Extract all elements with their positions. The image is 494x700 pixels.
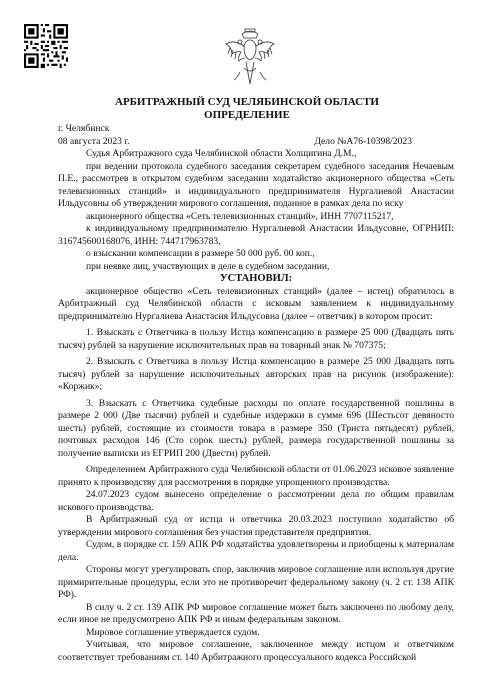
paragraph-protocol: при ведении протокола судебного заседания секретарем судебного заседания Нечаевым П.Е., рассмотрев в открытом судебном заседании ходатайство акционерного общества «Сеть телевизионных станций» и индивидуального предпринимателя Нургалиевой Анастасии Ильдусовны об утверждении мирового соглашения, поданное в рамках дела по иску	[58, 160, 454, 209]
city: г. Челябинск	[58, 123, 110, 134]
qr-code-icon	[24, 24, 68, 68]
court-name: АРБИТРАЖНЫЙ СУД ЧЕЛЯБИНСКОЙ ОБЛАСТИ	[115, 96, 379, 108]
paragraph-general-rules: 24.07.2023 судом вынесено определение о рассмотрении дела по общим правилам искового производства.	[58, 489, 454, 513]
paragraph-defendant: к индивидуальному предпринимателю Нургалиевой Анастасии Ильдусовне, ОГРНИП: 316745600168076, ИНН: 744717963783,	[58, 223, 454, 247]
coat-of-arms-icon	[224, 28, 276, 88]
date-case-row	[58, 136, 454, 149]
paragraph-satisfied: Судом, в порядке ст. 159 АПК РФ ходатайства удовлетворены и приобщены к материалам дела.	[58, 539, 454, 563]
document-body	[58, 123, 454, 664]
court-header	[0, 96, 494, 122]
document-type: ОПРЕДЕЛЕНИЕ	[204, 109, 290, 121]
paragraph-considering: Учитывая, что мировое соглашение, заключенное между истцом и ответчиком соответствует требованиям ст. 140 Арбитражного процессуального кодекса Российской	[58, 639, 454, 663]
paragraph-acceptance: Определением Арбитражного суда Челябинской области от 01.06.2023 исковое заявление принято к производству для рассмотрения в порядке упрощенного производства.	[58, 464, 454, 488]
paragraph-article-139: В силу ч. 2 ст. 139 АПК РФ мировое соглашение может быть заключено по любому делу, если иное не предусмотрено АПК РФ и иным федеральным законом.	[58, 601, 454, 625]
paragraph-settlement-right: Стороны могут урегулировать спор, заключив мировое соглашение или используя другие примирительные процедуры, если это не противоречит федеральному закону (ч. 2 ст. 138 АПК РФ).	[58, 564, 454, 600]
claim-item-1: 1. Взыскать с Ответчика в пользу Истца компенсацию в размере 25 000 (Двадцать пять тысяч) рублей за нарушение исключительных прав на товарный знак № 707375;	[58, 327, 454, 351]
paragraph-plaintiff: акционерного общества «Сеть телевизионных станций», ИНН 7707115217,	[86, 210, 394, 222]
paragraph-claim: о взыскании компенсации в размере 50 000 руб. 00 коп.,	[86, 248, 315, 259]
established-heading: УСТАНОВИЛ:	[219, 273, 293, 284]
paragraph-claim-summary: акционерное общество «Сеть телевизионных станций» (далее – истец) обратилось в Арбитражный суд Челябинской области с исковым заявлением к индивидуальному предпринимателю Нургалиева Анастасия Ильдусовна (далее – ответчик) в котором просит:	[58, 285, 454, 322]
claim-item-2: 2. Взыскать с Ответчика в пользу Истца компенсацию в размере 25 000 Двадцать пять тысяч) рублей за нарушение исключительных авторских прав на рисунок (изображение): «Коржик»;	[58, 356, 454, 392]
document-date: 08 августа 2023 г.	[58, 135, 130, 147]
case-number: Дело №А76-10398/2023	[314, 135, 412, 147]
paragraph-approval: Мировое соглашение утверждается судом.	[86, 626, 260, 638]
paragraph-motion: В Арбитражный суд от истца и ответчика 20.03.2023 поступило ходатайство об утверждении мирового соглашения без участия представителя предприятия.	[58, 514, 454, 538]
paragraph-absence: при неявке лиц, участвующих в деле в судебном заседании,	[86, 260, 330, 272]
paragraph-judge: Судья Арбитражного суда Челябинской области Холщигина Д.М.,	[86, 148, 357, 159]
claim-item-3: 3. Взыскать с Ответчика судебные расходы по оплате государственной пошлины в размере 2 000 (Две тысячи) рублей и судебные издержки в сумме 696 (Шестьсот девяносто шесть) рублей, состоящие из стоимости товара в размере 350 (Триста пятьдесят) рублей, почтовых расходов 146 (Сто сорок шесть) рублей, размера государственной пошлины за получение выписки из ЕГРИП 200 (Двести) рублей.	[58, 397, 454, 459]
